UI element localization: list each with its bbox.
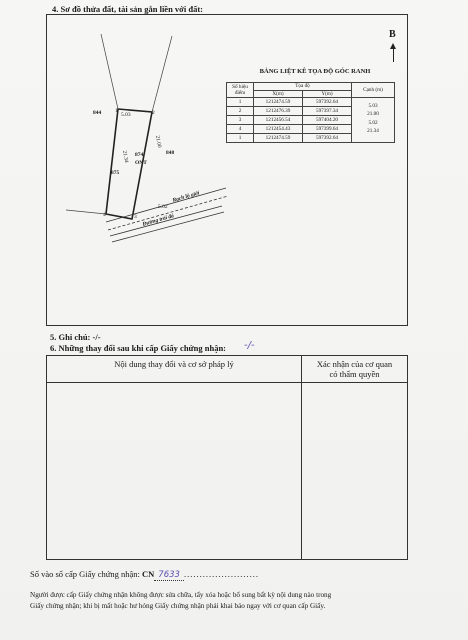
row-y: 597392.64 [303,98,352,107]
registry-prefix: CN [142,569,155,579]
row-x: 1212454.43 [254,125,303,134]
land-type-label: ONT [135,160,147,166]
row-point: 3 [227,116,254,125]
edge-value: 21.34 [367,127,379,134]
boundary-line [152,36,172,112]
row-x: 1212474.59 [254,98,303,107]
row-y: 597404.20 [303,116,352,125]
changes-col-confirm-line1: Xác nhận của cơ quan [316,359,393,369]
north-label: B [389,29,396,40]
road-label: Đường trải đá [142,213,175,228]
edge-value: 5.02 [368,119,378,126]
plot-sketch [46,14,408,326]
parcel-875-label: 875 [111,170,120,176]
row-y: 597399.64 [303,125,352,134]
section-4-title: 4. Sơ đồ thửa đất, tài sản gắn liền với đất: [52,4,204,14]
coord-table-title: BẢNG LIỆT KÊ TỌA ĐỘ GÓC RANH [259,68,371,75]
point-1-label: 1 [115,108,118,114]
changes-col-confirm-line2: có thẩm quyền [329,369,380,379]
header-x: X(m) [254,90,303,98]
parcel-874-label: 874 [135,152,144,158]
notice-line-1: Người được cấp Giấy chứng nhận không được sửa chữa, tẩy xóa hoặc bổ sung bất kỳ nội dung nào trong [30,591,332,599]
changes-col-confirm [302,356,408,383]
ditch-label: Rạch lộ giới [172,190,201,204]
registry-number: 7633 [154,570,184,581]
row-x: 1212456.54 [254,116,303,125]
section-6-annotation: -/- [244,340,255,351]
changes-confirm-cell [302,383,408,560]
boundary-line [101,34,118,109]
row-point: 1 [227,134,254,143]
edge-left-label: 21.34 [121,150,130,164]
parcel-848-label: 848 [166,150,175,156]
edge-value: 5.03 [368,103,378,109]
point-2-label: 2 [152,110,155,116]
notice-line-2: Giấy chứng nhận; khi bị mất hoặc hư hỏng Giấy chứng nhận phải khai báo ngay với cơ quan cấp Giấy. [30,602,326,610]
point-3-label: 3 [134,214,137,220]
section-5-title: 5. Ghi chú: -/- [50,332,101,342]
registry-label: Số vào sổ cấp Giấy chứng nhận: [30,569,140,579]
ditch-line [108,196,228,230]
row-point: 4 [227,125,254,134]
row-point: 2 [227,107,254,116]
row-y: 597397.34 [303,107,352,116]
boundary-line [66,210,106,214]
row-y: 597392.64 [303,134,352,143]
row-x: 1212476.39 [254,107,303,116]
row-point: 1 [227,98,254,107]
edge-right-label: 21.00 [154,135,163,149]
edge-value: 21.00 [367,111,379,118]
registry-line: Số vào sổ cấp Giấy chứng nhận: CN 7633 ........................ [30,569,259,580]
header-edge: Cạnh (m) [352,83,395,98]
changes-content-cell [47,383,302,560]
row-x: 1212474.59 [254,134,303,143]
edge-bottom-label: 5.02 [158,204,168,210]
edge-top-label: 5.03 [121,112,131,118]
point-4-label: 4 [103,212,106,218]
changes-table [46,355,408,560]
parcel-844-label: 844 [93,110,102,116]
changes-col-content: Nội dung thay đổi và cơ sở pháp lý [47,356,302,383]
header-coord: Tọa độ [254,83,352,91]
section-6-title: 6. Những thay đổi sau khi cấp Giấy chứng nhận: [50,343,227,353]
header-y: Y(m) [303,90,352,98]
header-point: Số hiệu điểm [227,83,254,98]
